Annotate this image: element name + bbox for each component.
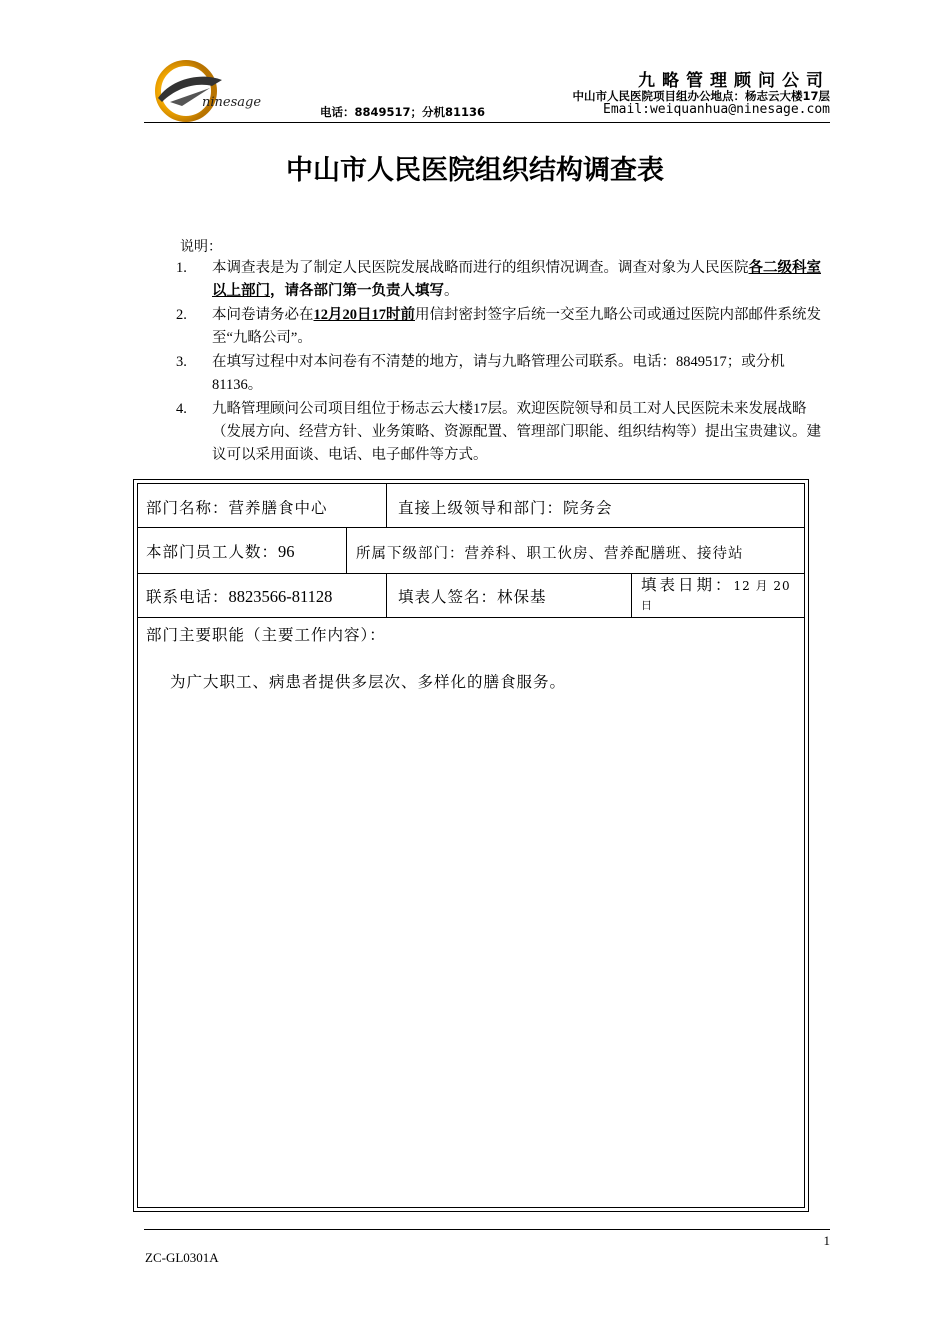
date-value-day: 日 bbox=[641, 599, 653, 612]
subordinate-field[interactable]: 所属下级部门：营养科、职工伙房、营养配膳班、接待站 bbox=[356, 546, 744, 562]
survey-form bbox=[133, 479, 809, 1212]
svg-text:ninesage: ninesage bbox=[202, 95, 262, 110]
company-name: 九略管理顾问公司 bbox=[638, 71, 830, 91]
superior-field[interactable]: 直接上级领导和部门：院务会 bbox=[398, 499, 613, 517]
col-divider bbox=[346, 527, 347, 573]
instructions-label: 说明： bbox=[180, 240, 222, 255]
dept-name-field[interactable]: 部门名称：营养膳食中心 bbox=[146, 499, 328, 517]
instruction-item: 4. 九略管理顾问公司项目组位于杨志云大楼17层。欢迎医院领导和员工对人民医院未来发展战略（发展方向、经营方针、业务策略、资源配置、管理部门职能、组织结构等）提出宝贵建议。建议可以采用面谈、电话、电子邮件等方式。 bbox=[176, 401, 821, 463]
page-title: 中山市人民医院组织结构调查表 bbox=[286, 155, 664, 186]
instruction-item: 2. 本问卷请务必在12月20日17时前用信封密封签字后统一交至九略公司或通过医院内部邮件系统发至“九略公司”。 bbox=[176, 307, 821, 346]
date-value: 12 月 20 bbox=[733, 579, 791, 593]
row-divider bbox=[138, 527, 804, 528]
survey-form-inner-border bbox=[137, 483, 805, 1208]
instructions-list bbox=[176, 257, 832, 468]
header-email: Email:weiquanhua@ninesage.com bbox=[603, 102, 830, 117]
page-number: 1 bbox=[823, 1233, 830, 1248]
signer-value: 林保基 bbox=[497, 588, 547, 606]
col-divider bbox=[386, 484, 387, 527]
contact-phone-field[interactable]: 联系电话：8823566-81128 bbox=[146, 587, 333, 606]
company-logo bbox=[152, 58, 264, 124]
col-divider bbox=[631, 573, 632, 617]
row-divider bbox=[138, 617, 804, 618]
superior-value: 院务会 bbox=[563, 499, 613, 517]
dept-name-value: 营养膳食中心 bbox=[228, 499, 328, 517]
subordinate-value: 营养科、职工伙房、营养配膳班、接待站 bbox=[464, 546, 744, 562]
staff-count-value: 96 bbox=[278, 542, 295, 561]
instruction-item: 3. 在填写过程中对本问卷有不清楚的地方，请与九略管理公司联系。电话：8849517；或分机81136。 bbox=[176, 354, 785, 393]
header-phone: 电话：8849517；分机81136 bbox=[320, 105, 486, 119]
staff-count-field[interactable]: 本部门员工人数：96 bbox=[146, 542, 295, 561]
date-field[interactable]: 填表日期：12 月 20 日 bbox=[641, 576, 791, 612]
duties-content[interactable]: 为广大职工、病患者提供多层次、多样化的膳食服务。 bbox=[170, 673, 567, 691]
duties-label: 部门主要职能（主要工作内容）： bbox=[146, 626, 386, 644]
row-divider bbox=[138, 573, 804, 574]
signer-field[interactable]: 填表人签名：林保基 bbox=[398, 588, 547, 606]
contact-phone-value: 8823566-81128 bbox=[228, 587, 333, 606]
document-code: ZC-GL0301A bbox=[145, 1250, 219, 1265]
footer-divider bbox=[144, 1229, 830, 1230]
instruction-item: 1. 本调查表是为了制定人民医院发展战略而进行的组织情况调查。调查对象为人民医院各二级科室以上部门，请各部门第一负责人填写。 bbox=[176, 260, 821, 299]
project-office-address: 中山市人民医院项目组办公地点：杨志云大楼17层 bbox=[572, 89, 830, 103]
header-divider bbox=[144, 122, 830, 123]
col-divider bbox=[386, 573, 387, 617]
